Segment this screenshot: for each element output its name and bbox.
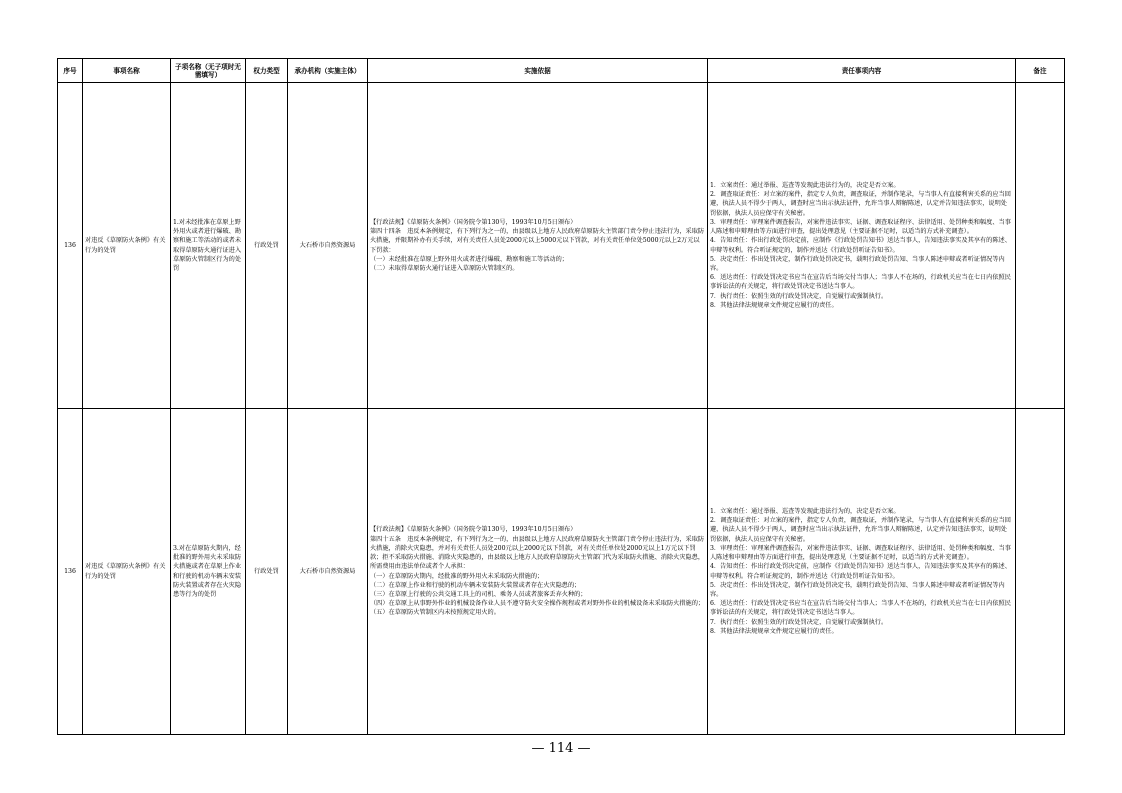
header-no: 序号 <box>58 59 83 83</box>
cell-org: 大石桥市自然资源局 <box>288 409 368 735</box>
resp-line: 5．决定责任：作出处罚决定，制作行政处罚决定书，载明行政处罚告知、当事人陈述申辩或者听证情况等内容。 <box>710 581 1005 598</box>
basis-line: 第四十四条 违反本条例规定，有下列行为之一的，由县级以上地方人民政府草原防火主管部门责令停止违法行为，采取防火措施，并限期补办有关手续，对有关责任人员处2000元以上5000元以下罚款，对有关责任单位处5000元以上2万元以下罚款： <box>370 228 705 254</box>
basis-line: （二）在草原上作业和行驶的机动车辆未安装防火装置或者存在火灾隐患的； <box>370 581 581 589</box>
header-note: 备注 <box>1016 59 1065 83</box>
basis-line: （五）在草原防火管制区内未按照规定用火的。 <box>370 609 500 617</box>
cell-type: 行政处罚 <box>246 409 288 735</box>
power-list-table <box>57 58 1065 735</box>
resp-line: 1．立案责任：通过举报、巡查等发现此违法行为的，决定是否立案。 <box>710 508 900 516</box>
basis-line: 【行政法规】《草原防火条例》（国务院令第130号，1993年10月5日颁布） <box>370 526 577 534</box>
resp-line: 4．告知责任：作出行政处罚决定前，应制作《行政处罚告知书》送达当事人，告知违法事实及其享有的陈述、申辩等权利。符合听证规定的，制作并送达《行政处罚听证告知书》。 <box>710 237 1011 254</box>
resp-line: 6．送达责任：行政处罚决定书应当在宣告后当场交付当事人；当事人不在场的，行政机关应当在七日内依照民事诉讼法的有关规定，将行政处罚决定书送达当事人。 <box>710 600 1011 617</box>
resp-line: 3．审理责任：审理案件调查报告，对案件违法事实、证据、调查取证程序、法律适用、处罚种类和幅度、当事人陈述和申辩理由等方面进行审查，提出处理意见（主要证据不足时，以适当的方式补充调查）。 <box>710 218 1011 236</box>
resp-line: 2．调查取证责任：对立案的案件，指定专人负责，调查取证，并制作笔录，与当事人有直接利害关系的应当回避，执法人员不得少于两人，调查时应当出示执法证件，允许当事人辩解陈述，认定并告知违法事实，说明处罚依据，执法人员应保守有关秘密。 <box>710 191 1011 217</box>
resp-line: 8．其他法律法规规章文件规定应履行的责任。 <box>710 627 838 635</box>
cell-resp <box>708 83 1016 409</box>
table-row <box>58 409 1065 735</box>
resp-line: 5．决定责任：作出处罚决定，制作行政处罚决定书，载明行政处罚告知、当事人陈述申辩或者听证情况等内容。 <box>710 255 1005 272</box>
basis-line: （一）在草原防火期内，经批准的野外用火未采取防火措施的； <box>370 572 544 580</box>
resp-line: 7．执行责任：依照生效的行政处罚决定，自觉履行或强制执行。 <box>710 292 888 300</box>
cell-note <box>1016 409 1065 735</box>
basis-line: （一）未经批准在草原上野外用火或者进行爆破、勘察和施工等活动的； <box>370 255 568 263</box>
cell-sub: 3.对在草原防火期内，经批准的野外用火未采取防火措施或者在草原上作业和行驶的机动车辆未安装防火装置或者存在火灾隐患等行为的处罚 <box>171 409 246 735</box>
basis-line: 【行政法规】《草原防火条例》（国务院令第130号，1993年10月5日颁布） <box>370 218 577 226</box>
cell-type: 行政处罚 <box>246 83 288 409</box>
cell-resp <box>708 409 1016 735</box>
cell-no: 136 <box>58 83 83 409</box>
header-name: 事项名称 <box>83 59 171 83</box>
header-org: 承办机构（实施主体） <box>288 59 368 83</box>
resp-line: 7．执行责任：依照生效的行政处罚决定，自觉履行或强制执行。 <box>710 618 888 626</box>
cell-name: 对违反《草原防火条例》有关行为的处罚 <box>83 83 171 409</box>
basis-line: 第四十五条 违反本条例规定，有下列行为之一的，由县级以上地方人民政府草原防火主管部门责令停止违法行为，采取防火措施，消除火灾隐患，并对有关责任人员处200元以上2000元以下罚款，对有关责任单位处2000元以上1万元以下罚款；拒不采取防火措施、消除火灾隐患的，由县级以上地方人民政府草原防火主管部门代为采取防火措施、消除火灾隐患，所需费用由违法单位或者个人承担： <box>370 535 705 571</box>
cell-sub: 1.对未经批准在草原上野外用火或者进行爆破、勘察和施工等活动的或者未取得草原防火通行证进入草原防火管制区行为的处罚 <box>171 83 246 409</box>
resp-line: 3．审理责任：审理案件调查报告，对案件违法事实、证据、调查取证程序、法律适用、处罚种类和幅度、当事人陈述和申辩理由等方面进行审查，提出处理意见（主要证据不足时，以适当的方式补充调查）。 <box>710 544 1011 562</box>
cell-note <box>1016 83 1065 409</box>
cell-no: 136 <box>58 409 83 735</box>
cell-org: 大石桥市自然资源局 <box>288 83 368 409</box>
basis-line: （二）未取得草原防火通行证进入草原防火管制区的。 <box>370 264 519 272</box>
resp-line: 8．其他法律法规规章文件规定应履行的责任。 <box>710 301 838 309</box>
table-row <box>58 83 1065 409</box>
basis-line: （四）在草原上从事野外作业的机械设备作业人员不遵守防火安全操作规程或者对野外作业的机械设备未采取防火措施的； <box>370 600 705 608</box>
cell-name: 对违反《草原防火条例》有关行为的处罚 <box>83 409 171 735</box>
resp-line: 1．立案责任：通过举报、巡查等发现此违法行为的，决定是否立案。 <box>710 182 900 190</box>
resp-line: 4．告知责任：作出行政处罚决定前，应制作《行政处罚告知书》送达当事人，告知违法事实及其享有的陈述、申辩等权利。符合听证规定的，制作并送达《行政处罚听证告知书》。 <box>710 563 1011 580</box>
page-number: — 114 — <box>531 741 591 756</box>
header-sub: 子项名称（无子项时无需填写） <box>171 59 246 83</box>
resp-line: 6．送达责任：行政处罚决定书应当在宣告后当场交付当事人；当事人不在场的，行政机关应当在七日内依照民事诉讼法的有关规定，将行政处罚决定书送达当事人。 <box>710 274 1011 291</box>
table-header-row <box>58 59 1065 83</box>
header-basis: 实施依据 <box>368 59 708 83</box>
header-resp: 责任事项内容 <box>708 59 1016 83</box>
cell-basis <box>368 409 708 735</box>
header-type: 权力类型 <box>246 59 288 83</box>
cell-basis <box>368 83 708 409</box>
basis-line: （三）在草原上行驶的公共交通工具上的司机、乘务人员或者旅客丢弃火种的； <box>370 590 587 598</box>
resp-line: 2．调查取证责任：对立案的案件，指定专人负责，调查取证，并制作笔录，与当事人有直接利害关系的应当回避，执法人员不得少于两人，调查时应当出示执法证件，允许当事人辩解陈述，认定并告知违法事实，说明处罚依据，执法人员应保守有关秘密。 <box>710 517 1011 543</box>
